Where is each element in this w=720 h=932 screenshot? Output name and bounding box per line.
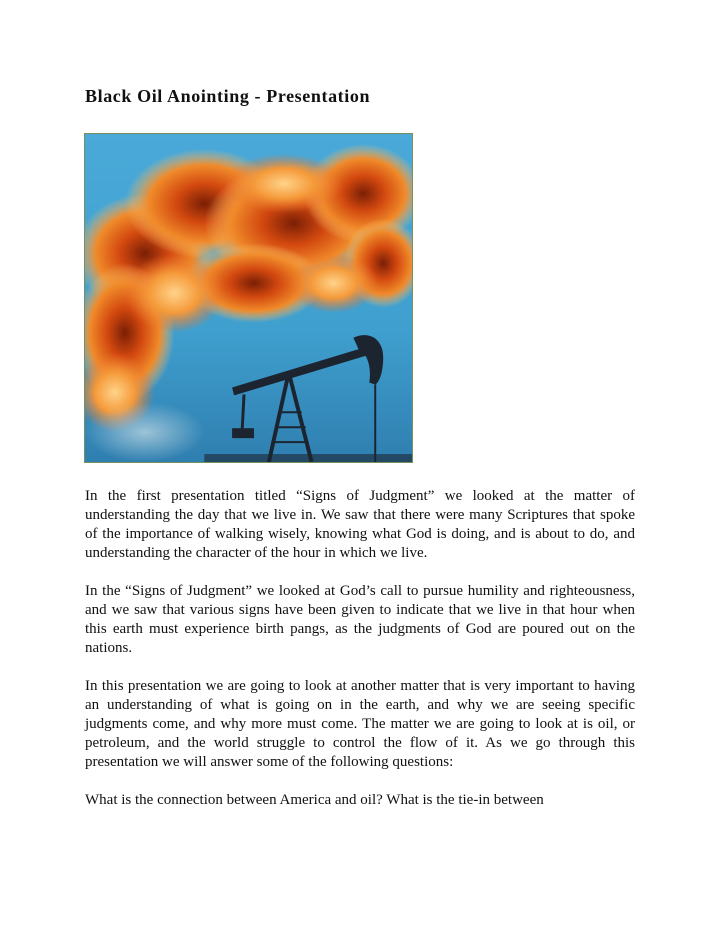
document-title: Black Oil Anointing - Presentation xyxy=(85,86,371,106)
paragraph: What is the connection between America and oil? What is the tie-in between xyxy=(85,792,544,808)
paragraph: In the “Signs of Judgment” we looked at God’s call to pursue humility and righteousness, and we saw that various signs have been given to indicate that we live in that hour when this earth must experience birth pangs, as the judgments of God are poured out on the nations. xyxy=(85,583,635,656)
oil-pumpjack-image xyxy=(84,133,413,463)
paragraph: In the first presentation titled “Signs of Judgment” we looked at the matter of understanding the day that we live in. We saw that there were many Scriptures that spoke of the importance of walking wisely, knowing what God is doing, and is about to do, and understanding the character of the hour in which we live. xyxy=(85,488,635,561)
paragraph: In this presentation we are going to look at another matter that is very important to having an understanding of what is going on in the earth, and why we are seeing specific judgments come, and why more must come. The matter we are going to look at is oil, or petroleum, and the world struggle to control the flow of it. As we go through this presentation we will answer some of the following questions: xyxy=(85,678,635,770)
oil-pumpjack-flames-image xyxy=(85,134,412,462)
document-body xyxy=(85,487,635,829)
